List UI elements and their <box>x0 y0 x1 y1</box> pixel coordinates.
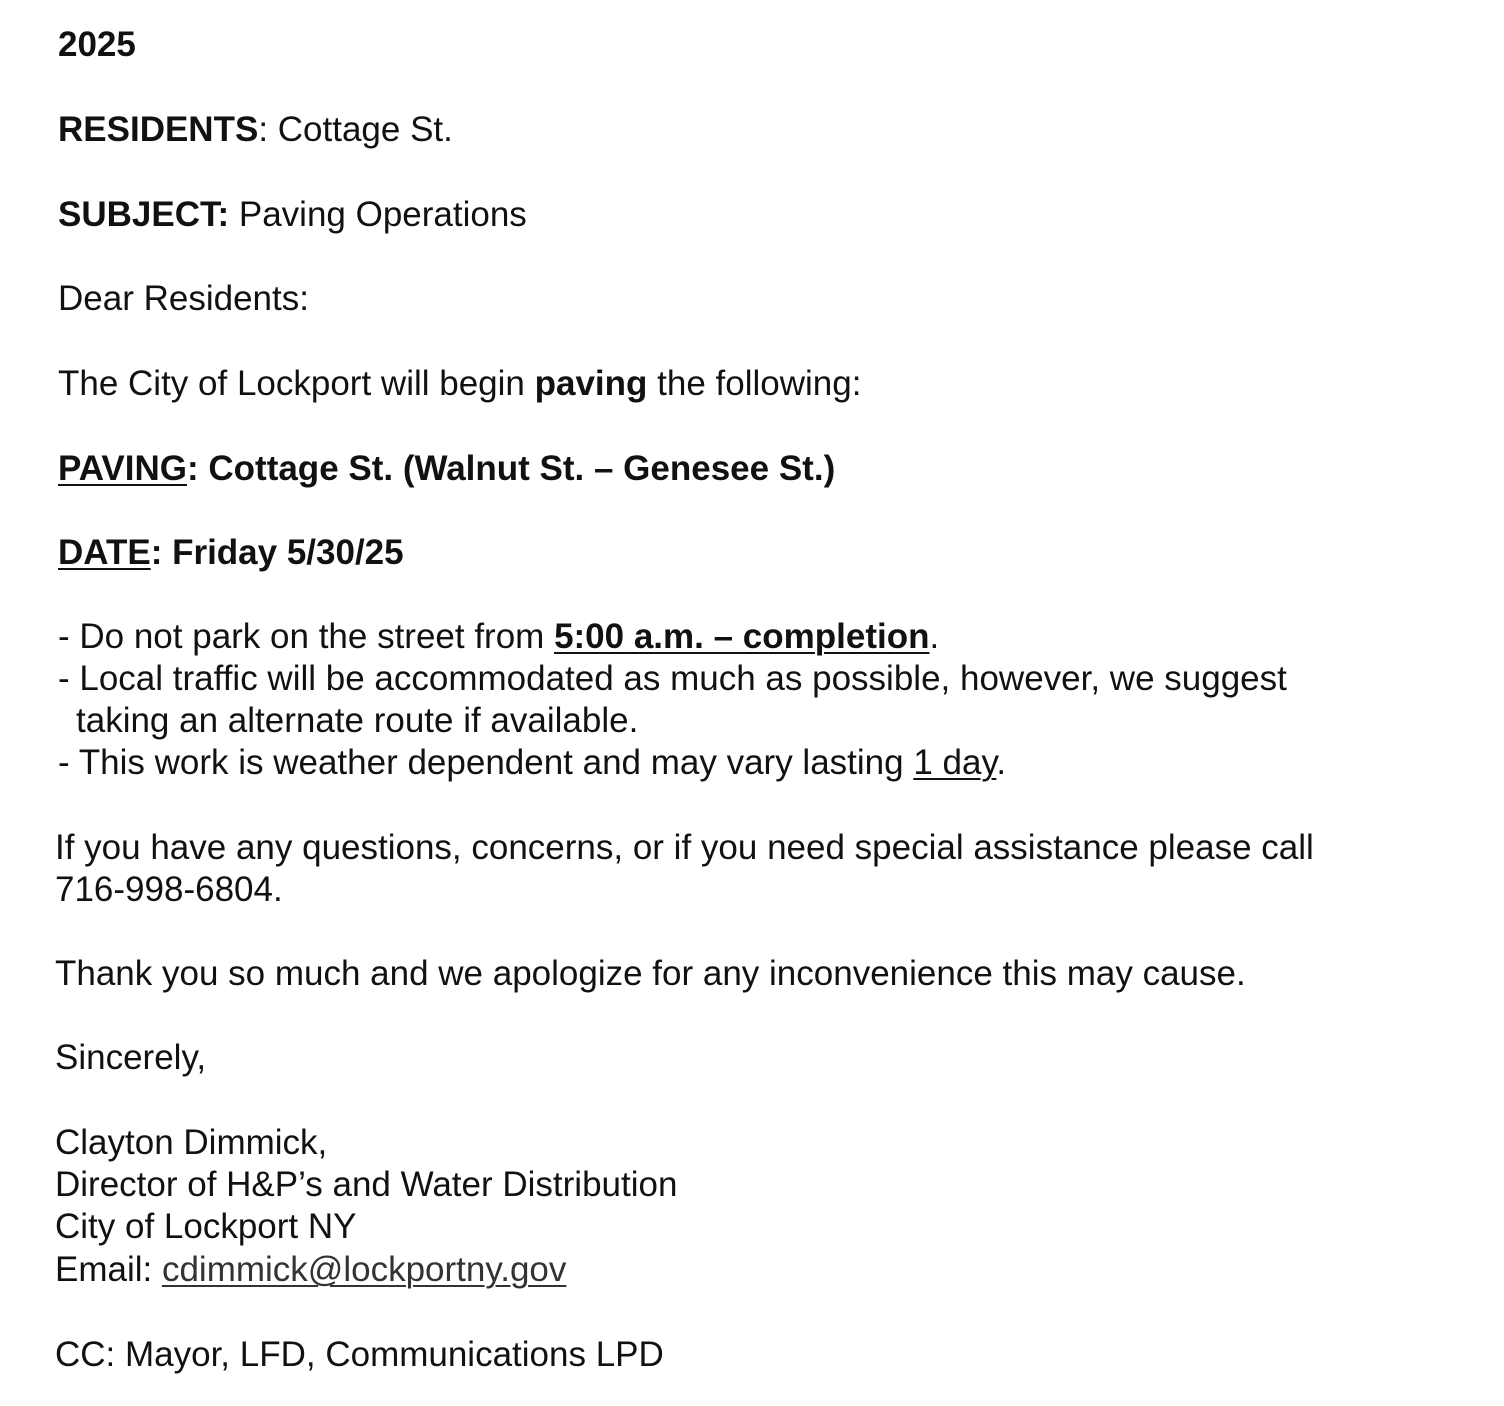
note-1-before: - Do not park on the street from <box>58 617 555 656</box>
note-1-time: 5:00 a.m. – completion <box>554 617 930 656</box>
year: 2025 <box>58 25 136 64</box>
email-link[interactable]: cdimmick@lockportny.gov <box>161 1250 567 1289</box>
note-3-duration: 1 day <box>913 743 997 782</box>
date-line <box>58 532 404 574</box>
note-item-2-line-2: taking an alternate route if available. <box>76 701 639 740</box>
paving-label: PAVING <box>58 449 187 488</box>
date-value: : Friday 5/30/25 <box>150 533 404 572</box>
closing: Sincerely, <box>55 1038 207 1077</box>
residents-value: : Cottage St. <box>258 110 453 149</box>
residents-label: RESIDENTS <box>58 110 259 149</box>
signature-name: Clayton Dimmick, <box>55 1123 328 1162</box>
residents-line <box>58 109 453 151</box>
signature-email-line <box>55 1249 566 1291</box>
note-1-after: . <box>929 617 940 656</box>
note-3-after: . <box>996 743 1007 782</box>
paving-value: : Cottage St. (Walnut St. – Genesee St.) <box>187 449 836 488</box>
contact-line-1: If you have any questions, concerns, or if you need special assistance please call <box>55 828 1314 867</box>
paving-line <box>58 448 835 490</box>
intro-before: The City of Lockport will begin <box>58 364 535 403</box>
signature-title: Director of H&P’s and Water Distribution <box>55 1165 678 1204</box>
note-3-before: - This work is weather dependent and may vary lasting <box>58 743 914 782</box>
intro-after: the following: <box>647 364 862 403</box>
date-label: DATE <box>58 533 151 572</box>
note-item-3 <box>58 742 1006 784</box>
subject-label: SUBJECT: <box>58 195 230 234</box>
contact-phone: 716-998-6804. <box>55 870 283 909</box>
intro-line <box>58 363 861 405</box>
subject-line <box>58 194 527 236</box>
cc-line: CC: Mayor, LFD, Communications LPD <box>55 1335 664 1374</box>
intro-bold: paving <box>534 364 648 403</box>
note-item-1 <box>58 616 939 658</box>
subject-value: Paving Operations <box>229 195 527 234</box>
note-item-2-line-1: - Local traffic will be accommodated as much as possible, however, we suggest <box>58 659 1287 698</box>
email-label: Email: <box>55 1250 162 1289</box>
signature-org: City of Lockport NY <box>55 1207 357 1246</box>
greeting: Dear Residents: <box>58 279 309 318</box>
thanks-line: Thank you so much and we apologize for any inconvenience this may cause. <box>55 954 1246 993</box>
